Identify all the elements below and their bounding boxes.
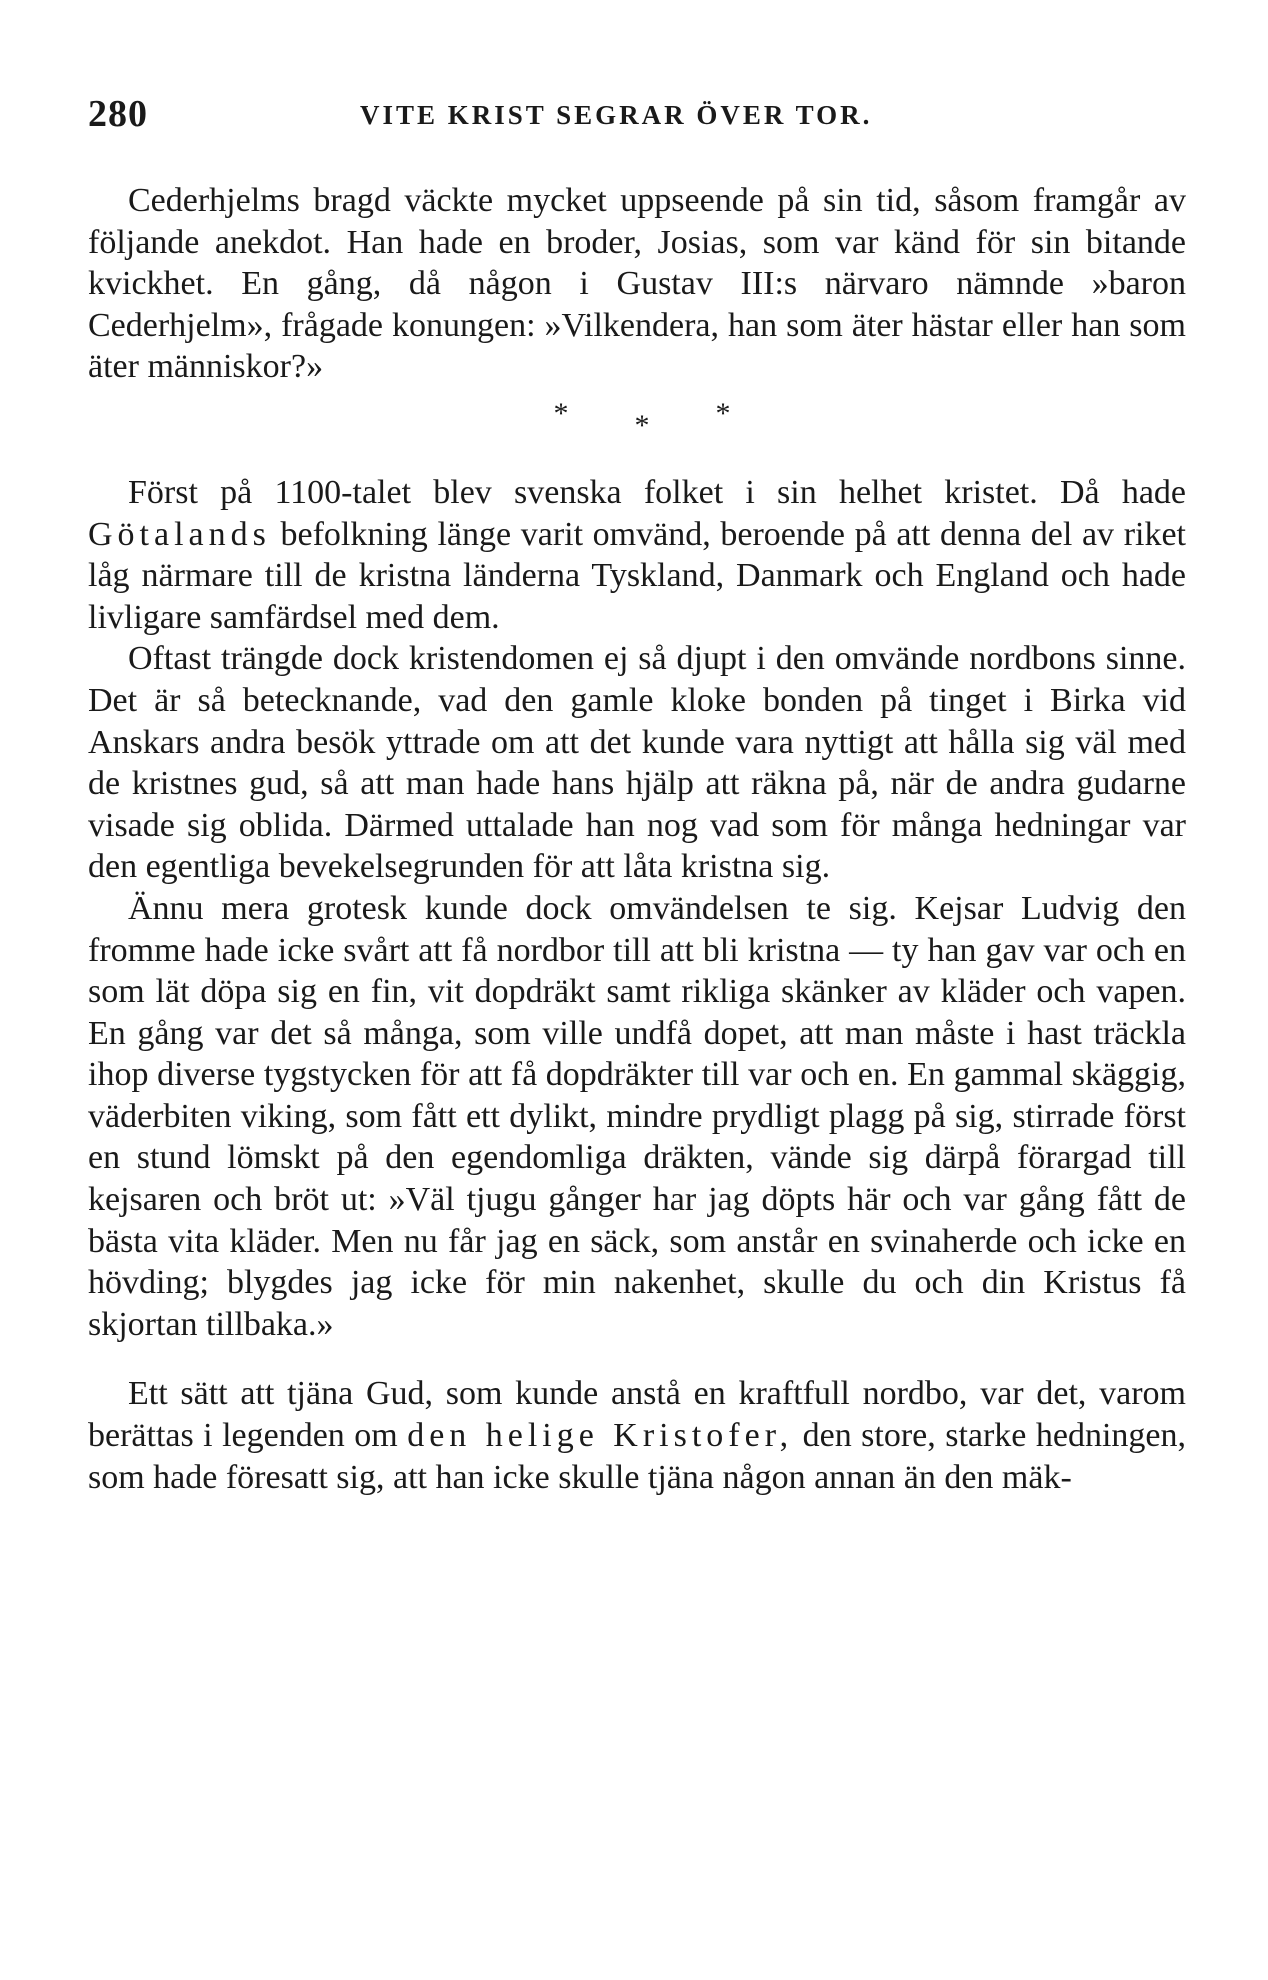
section-divider <box>88 394 1186 442</box>
paragraph-2-post: befolkning länge varit omvänd, beroende på att denna del av riket låg närmare till de kristna länderna Tyskland, Danmark och England och hade livligare samfärdsel med dem. <box>88 515 1186 636</box>
paragraph-5-pre: Ett sätt att tjäna Gud, som kunde anstå en kraftfull nordbo, var det, varom berättas i legenden om <box>88 1375 1186 1455</box>
running-head <box>88 92 1186 152</box>
paragraph-5-spaced: den helige Kristofer, <box>407 1417 794 1455</box>
asterisk-3: * <box>715 396 731 430</box>
page-number: 280 <box>88 93 148 135</box>
paragraph-1: Cederhjelms bragd väckte mycket uppseende på sin tid, såsom framgår av följande anekdot. Han hade en broder, Josias, som var känd för sin bitande kvickhet. En gång, då någon i Gustav III:s närvaro nämnde »baron Cederhjelm», frågade konungen: »Vilkendera, han som äter hästar eller han som äter människor?» <box>88 182 1186 386</box>
paragraph-4: Ännu mera grotesk kunde dock omvändelsen te sig. Kejsar Ludvig den fromme hade icke svårt att få nordbor till att bli kristna — ty han gav var och en som lät döpa sig en fin, vit dopdräkt samt rikliga skänker av kläder och vapen. En gång var det så många, som ville undfå dopet, att man måste i hast träckla ihop diverse tygstycken för att få dopdräkter till var och en. En gammal skäggig, väderbiten viking, som fått ett dylikt, mindre prydligt plagg på sig, stirrade först en stund lömskt på den egendomliga dräkten, vände sig därpå förargad till kejsaren och bröt ut: »Väl tjugu gånger har jag döpts här och var gång fått de bästa vita kläder. Men nu får jag en säck, som anstår en svinaherde och icke en hövding; blygdes jag icke för min nakenhet, skulle du och din Kristus få skjortan tillbaka.» <box>88 889 1186 1343</box>
paragraph-5 <box>88 1373 1186 1498</box>
paragraph-gap <box>88 1345 1186 1373</box>
paragraph-5-post: den store, starke hedningen, som hade föresatt sig, att han icke skulle tjäna någon annan än den mäk- <box>88 1417 1186 1496</box>
body-text <box>88 180 1186 1498</box>
running-title: VITE KRIST SEGRAR ÖVER TOR. <box>360 100 873 130</box>
asterisk-2: * <box>634 408 650 442</box>
book-page <box>88 92 1186 1498</box>
paragraph-2 <box>88 472 1186 638</box>
paragraph-2-pre: Då hade <box>1059 473 1187 511</box>
paragraph-2-lead: Först på 1100-talet blev svenska folket i sin helhet kristet. <box>128 473 1038 511</box>
paragraph-3: Oftast trängde dock kristendomen ej så djupt i den omvände nordbons sinne. Det är så betecknande, vad den gamle kloke bonden på tinget i Birka vid Anskars andra besök yttrade om att det kunde vara nyttigt att hålla sig väl med de kristnes gud, så att man hade hans hjälp att räkna på, när de andra gudarne visade sig oblida. Därmed uttalade han nog vad som för många hedningar var den egentliga bevekelsegrunden för att låta kristna sig. <box>88 640 1186 886</box>
asterisk-1: * <box>553 396 569 430</box>
paragraph-2-spaced: Götalands <box>88 515 271 553</box>
